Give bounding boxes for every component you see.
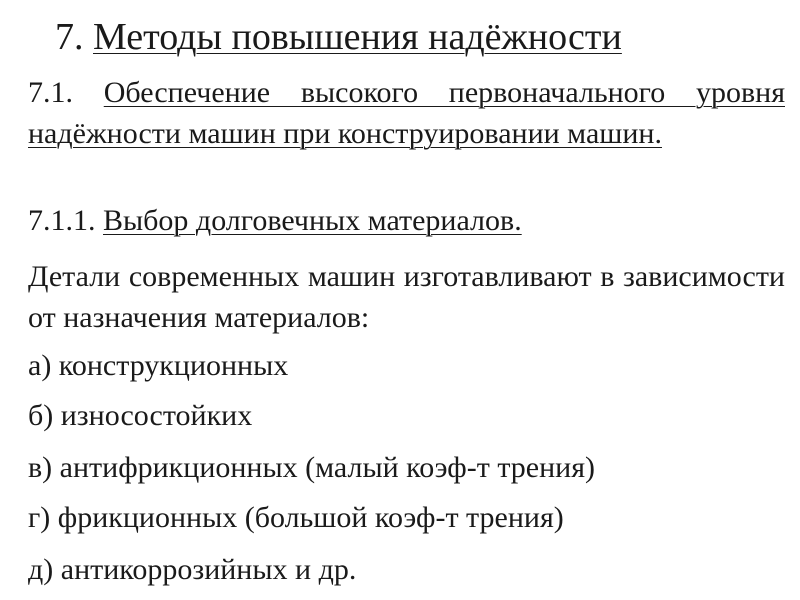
subsection-heading-7-1-1	[28, 200, 785, 241]
list-item: в) антифрикционных (малый коэф-т трения)	[28, 451, 596, 484]
subsection-number: 7.1.1.	[28, 204, 96, 237]
section-title: Обеспечение высокого первоначального уровня надёжности машин при конструировании машин.	[28, 76, 785, 150]
list-item: а) конструкционных	[28, 349, 289, 382]
subsection-title: Выбор долговечных материалов.	[103, 204, 522, 237]
slide-title	[55, 12, 622, 62]
title-number: 7.	[55, 16, 84, 58]
section-heading-7-1	[28, 72, 785, 154]
title-text: Методы повышения надёжности	[93, 16, 622, 58]
section-number: 7.1.	[28, 76, 73, 109]
list-item: б) износостойких	[28, 399, 253, 432]
list-item: г) фрикционных (большой коэф-т трения)	[28, 501, 564, 534]
intro-paragraph: Детали современных машин изготавливают в зависимости от назначения материалов:	[28, 260, 785, 334]
list-item: д) антикоррозийных и др.	[28, 553, 357, 586]
